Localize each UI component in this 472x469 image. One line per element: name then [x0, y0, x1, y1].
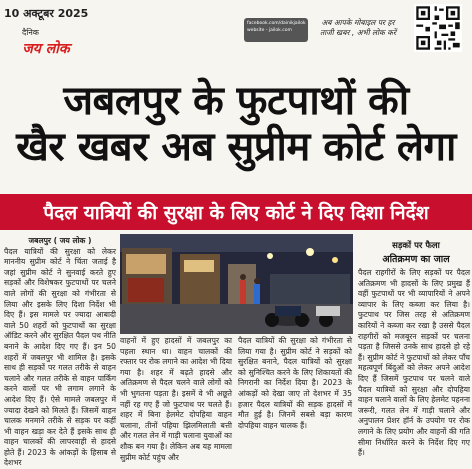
- main-headline: [0, 78, 472, 170]
- side-title: सड़कों पर फैला: [392, 241, 440, 251]
- article-column-2: [120, 336, 232, 462]
- side-subtitle: अतिक्रमण का जाल: [382, 254, 450, 265]
- subheadline-banner: [0, 194, 472, 230]
- paper-label: दैनिक: [22, 28, 39, 37]
- article-col2-text: वाहनों में हुए हादसों में जबलपुर का पहला स्थान था। वाहन चालकों की रफ्तार पर रोक लगाने का आदेश भी दिया गया है। शहर में बढ़ते हादसे और अतिक्रमण से पैदल चलने वाले लोगों को भी भुगतना पड़ता है। इसमें वे भी अछूते नहीं रह गए हैं जो फुटपाथ पर चलते हैं। शहर में बिना हेलमेट दोपहिया वाहन चलाना, तीनों पहिया झिलमिलाती बत्ती और गलत लेन में गाड़ी चलाना युवाओं का शौक बन गया है। लेकिन अब यह मामला सुप्रीम कोर्ट पहुंच और: [120, 336, 232, 462]
- paper-name: जय लोक: [22, 40, 70, 57]
- facebook-link: facebook.com/dainikjailok: [247, 21, 306, 26]
- street-photo: [120, 234, 353, 334]
- headline-line-2: खैर खबर अब सुप्रीम कोर्ट लेगा: [16, 124, 456, 170]
- masthead: [0, 0, 472, 72]
- street-scene-illustration: [120, 234, 353, 334]
- article-col3-text: पैदल यात्रियों की सुरक्षा को गंभीरता से लिया गया है। सुप्रीम कोर्ट ने सड़कों को सुरक्षित बनाने, पैदल यात्रियों को सुरक्षा को सुनिश्चित करने के लिए शिकायतों की निगरानी का निर्देश दिया है। 2023 के आंकड़ों को देखा जाए तो देशभर में 35 हजार पैदल यात्रियों की सड़क हादसों में मौत हुई है। जिनमें सबसे बड़ा कारण दोपहिया वाहन चालक हैं।: [238, 336, 352, 430]
- headline-line-1: जबलपुर के फुटपाथों की: [63, 78, 409, 124]
- article-column-1: [4, 236, 116, 468]
- dateline: जबलपुर ( जय लोक ): [28, 236, 92, 245]
- mobile-tagline: अब आपके मोबाइल पर हर ताजी खबर , अभी लोक करें: [319, 18, 397, 37]
- issue-date: 10 अक्टूबर 2025: [4, 7, 89, 20]
- article-col4-text: पैदल राहगीरों के लिए सड़कों पर पैदल अतिक्रमण भी हादसों के लिए प्रमुख हैं वहीं फुटपाथों पर भी व्यापारियों ने अपने व्यापार के लिए कब्जा कर लिया है। फुटपाथ पर जिस तरह से अतिक्रमण कारियों ने कब्जा कर रखा है उससे पैदल राहगीरों को मजबूरन सड़कों पर चलना पड़ता है जिससे उनके साथ हादसे हो रहे हैं। सुप्रीम कोर्ट ने फुटपाथों को लेकर पाँच महत्वपूर्ण बिंदुओं को लेकर अपने आदेश दिए हैं जिसमें फुटपाथ पर चलने वाले पैदल यात्रियों को सुरक्षा और दोपहिया वाहन चलाने वालों के लिए हेलमेट पहनना जरूरी, गलत लेन में गाड़ी चलाने और अनुपालन प्रेशर हॉर्न के उपयोग पर रोक लगाने के लिए प्रयोग और वाहनों की गति सीमा निर्धारित करने के निर्देश दिए गए हैं।: [358, 268, 470, 458]
- qr-code-icon: [414, 4, 462, 52]
- banner-text: पैदल यात्रियों की सुरक्षा के लिए कोर्ट ने दिए दिशा निर्देश: [43, 202, 429, 224]
- article-column-3: [238, 336, 352, 434]
- website-link: website - jailok.com: [247, 28, 292, 33]
- article-column-4: [358, 268, 470, 458]
- article-col1-text: पैदल यात्रियों की सुरक्षा को लेकर माननीय सुप्रीम कोर्ट ने चिंता जताई है जहां सुप्रीम कोर्ट ने सुनवाई करते हुए सड़कों और विशेषकर फुटपाथों पर चलने वाले लोगों की सुरक्षा को गंभीरता से लिया और इसके लिए दिशा निर्देश भी दिए हैं। इस मामले पर ज्यादा आबादी वाले 50 शहरों को फुटपाथों का सुरक्षा ऑडिट करने और सुरक्षित पैदल पथ नीति बनाने के आदेश दिए गए हैं। इन 50 शहरों में जबलपुर भी शामिल है। इसके साथ ही सड़कों पर गलत तरीके से वाहन चलाने और गलत तरीके से वाहन पार्किंग करने वालों पर भी लगाम लगाने के आदेश दिए हैं। ऐसे मामले जबलपुर में ज्यादा देखने को मिलते हैं। जिसमें वाहन चालक मनमाने तरीके से सड़क पर कहीं भी वाहन खड़ा कर देते हैं इसके साथ ही वाहन चालकों की लापरवाही से हादसे होते हैं। 2023 के आंकड़ों के हिसाब से देशभर: [4, 246, 116, 468]
- web-links-box: [244, 18, 308, 42]
- paper-logo: [8, 36, 84, 60]
